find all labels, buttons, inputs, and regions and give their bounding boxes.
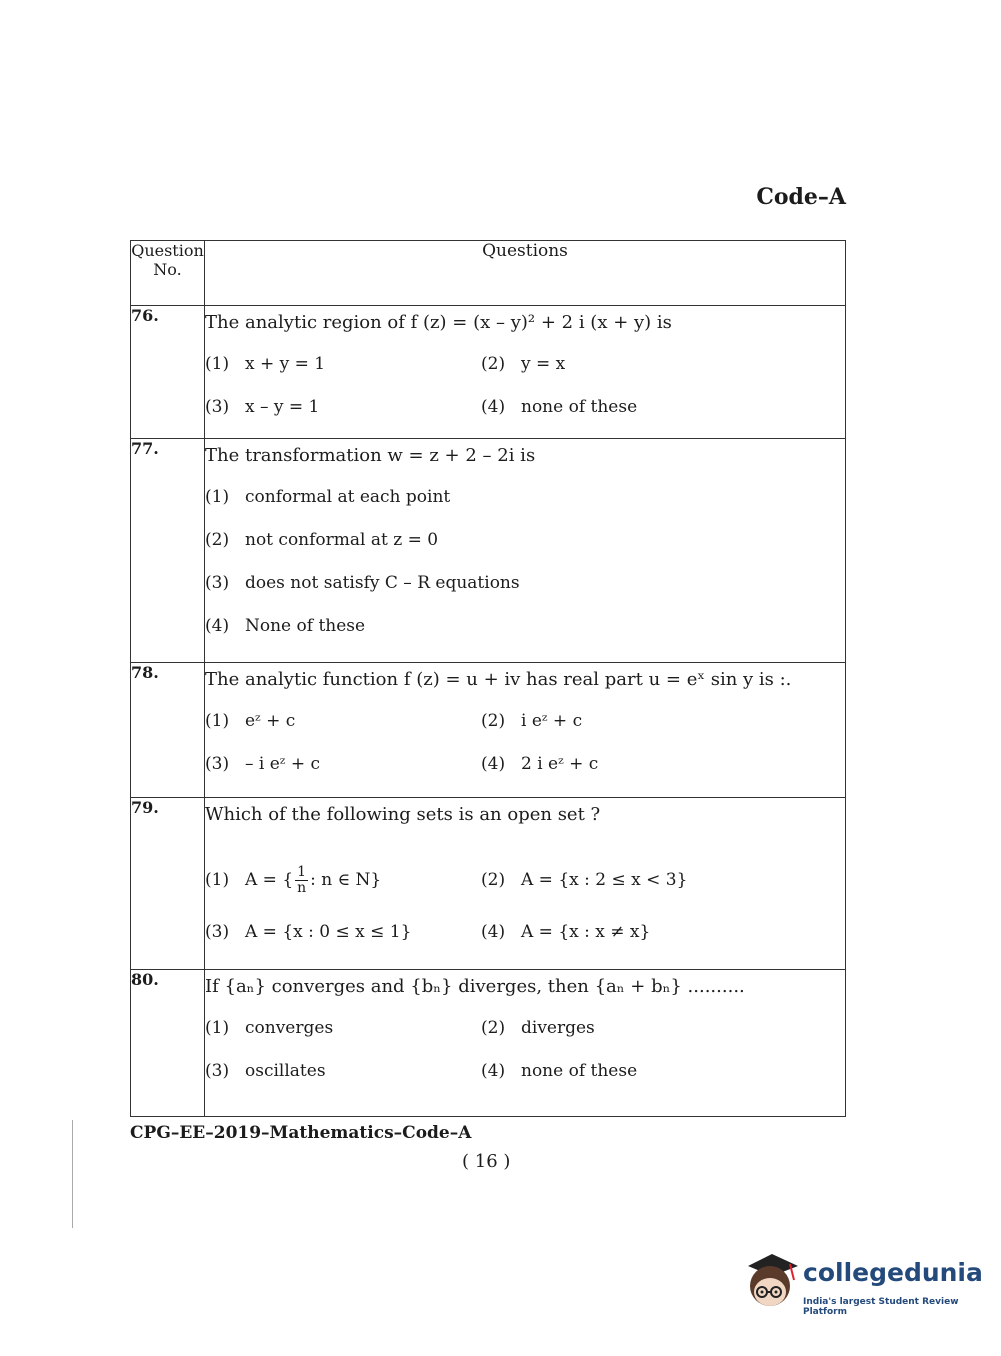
option-number: (1) bbox=[205, 486, 230, 507]
paper-code-header: Code–A bbox=[756, 184, 846, 210]
option bbox=[481, 754, 757, 774]
option bbox=[205, 397, 481, 417]
option-number: (4) bbox=[481, 396, 506, 417]
option-text: 2 i eᶻ + c bbox=[521, 753, 599, 774]
option bbox=[481, 1061, 757, 1081]
option bbox=[205, 1018, 481, 1038]
question-stem: Which of the following sets is an open set ? bbox=[205, 804, 601, 825]
option-text: y = x bbox=[521, 353, 566, 374]
option-number: (3) bbox=[205, 572, 230, 593]
question-row bbox=[131, 970, 846, 1117]
question-body bbox=[205, 970, 846, 1117]
option-text: i eᶻ + c bbox=[521, 710, 583, 731]
option-text: x + y = 1 bbox=[245, 353, 326, 374]
option-text: oscillates bbox=[245, 1060, 326, 1081]
option bbox=[205, 754, 481, 774]
question-number: 79. bbox=[131, 798, 205, 970]
option-number: (2) bbox=[481, 1017, 506, 1038]
option-row bbox=[205, 1049, 845, 1092]
option bbox=[205, 922, 481, 942]
option-text: diverges bbox=[521, 1017, 595, 1038]
footer-paper-code: CPG–EE–2019–Mathematics–Code–A bbox=[130, 1123, 472, 1143]
option-number: (4) bbox=[481, 753, 506, 774]
fraction-denominator: n bbox=[297, 879, 307, 896]
column-header-questions: Questions bbox=[205, 241, 846, 306]
option bbox=[205, 865, 481, 896]
option-number: (1) bbox=[205, 353, 230, 374]
question-number: 77. bbox=[131, 439, 205, 663]
question-row bbox=[131, 663, 846, 798]
option-text: converges bbox=[245, 1017, 334, 1038]
question-stem: The analytic region of f (z) = (x – y)² + 2 i (x + y) is bbox=[205, 312, 672, 333]
page-number: ( 16 ) bbox=[462, 1151, 511, 1172]
option bbox=[481, 397, 757, 417]
fraction bbox=[295, 865, 308, 896]
option-number: (2) bbox=[481, 353, 506, 374]
option-number: (4) bbox=[205, 615, 230, 636]
option-row bbox=[205, 699, 845, 742]
question-row bbox=[131, 798, 846, 970]
question-body bbox=[205, 798, 846, 970]
option bbox=[205, 1061, 481, 1081]
option-number: (1) bbox=[205, 710, 230, 731]
fraction-numerator: 1 bbox=[297, 863, 307, 880]
option-number: (2) bbox=[205, 529, 230, 550]
question-body bbox=[205, 663, 846, 798]
question-stem: The analytic function f (z) = u + iv has real part u = eˣ sin y is :. bbox=[205, 669, 792, 690]
option bbox=[481, 354, 757, 374]
option bbox=[205, 604, 845, 647]
option-text: none of these bbox=[521, 1060, 638, 1081]
question-row bbox=[131, 306, 846, 439]
set-prefix: A = { bbox=[245, 870, 294, 890]
option-text: – i eᶻ + c bbox=[245, 753, 320, 774]
option-text: A = {x : 2 ≤ x < 3} bbox=[521, 870, 688, 890]
scan-margin-line bbox=[72, 1120, 73, 1228]
set-suffix: : n ∈ N} bbox=[310, 870, 382, 890]
option-number: (3) bbox=[205, 1060, 230, 1081]
option-text: not conformal at z = 0 bbox=[245, 529, 439, 550]
question-body bbox=[205, 439, 846, 663]
option-text: A = {x : x ≠ x} bbox=[521, 921, 651, 942]
option-number: (3) bbox=[205, 921, 230, 942]
option-text: None of these bbox=[245, 615, 366, 636]
option bbox=[481, 1018, 757, 1038]
option bbox=[481, 870, 757, 890]
option-row bbox=[205, 385, 845, 428]
option-row bbox=[205, 910, 845, 953]
question-stem: The transformation w = z + 2 – 2i is bbox=[205, 445, 536, 466]
column-header-question-no: Question No. bbox=[131, 241, 205, 306]
option-number: (3) bbox=[205, 753, 230, 774]
watermark-brand: collegedunia bbox=[803, 1258, 983, 1287]
option-number: (4) bbox=[481, 1060, 506, 1081]
option bbox=[205, 475, 845, 518]
option-text: none of these bbox=[521, 396, 638, 417]
option-row bbox=[205, 342, 845, 385]
option bbox=[205, 711, 481, 731]
option-number: (2) bbox=[481, 710, 506, 731]
question-table bbox=[130, 240, 846, 1117]
option-number: (2) bbox=[481, 870, 506, 890]
option bbox=[481, 711, 757, 731]
question-row bbox=[131, 439, 846, 663]
collegedunia-mascot-icon bbox=[742, 1250, 802, 1312]
option-number: (3) bbox=[205, 396, 230, 417]
option-row bbox=[205, 850, 845, 910]
option-number: (1) bbox=[205, 1017, 230, 1038]
option-number: (4) bbox=[481, 921, 506, 942]
question-number: 80. bbox=[131, 970, 205, 1117]
option-text: conformal at each point bbox=[245, 486, 451, 507]
option-number: (1) bbox=[205, 870, 230, 890]
option bbox=[205, 561, 845, 604]
question-body bbox=[205, 306, 846, 439]
question-stem: If {aₙ} converges and {bₙ} diverges, then {aₙ + bₙ} .......... bbox=[205, 976, 745, 997]
question-number: 78. bbox=[131, 663, 205, 798]
option-text: eᶻ + c bbox=[245, 710, 296, 731]
table-header-row bbox=[131, 241, 846, 306]
option-text bbox=[245, 865, 381, 896]
option bbox=[205, 518, 845, 561]
option-text: A = {x : 0 ≤ x ≤ 1} bbox=[245, 921, 412, 942]
option-row bbox=[205, 742, 845, 785]
option bbox=[205, 354, 481, 374]
option-text: does not satisfy C – R equations bbox=[245, 572, 520, 593]
option-row bbox=[205, 1006, 845, 1049]
question-number: 76. bbox=[131, 306, 205, 439]
option bbox=[481, 922, 757, 942]
option-text: x – y = 1 bbox=[245, 396, 320, 417]
watermark-tagline: India's largest Student Review Platform bbox=[803, 1297, 959, 1317]
